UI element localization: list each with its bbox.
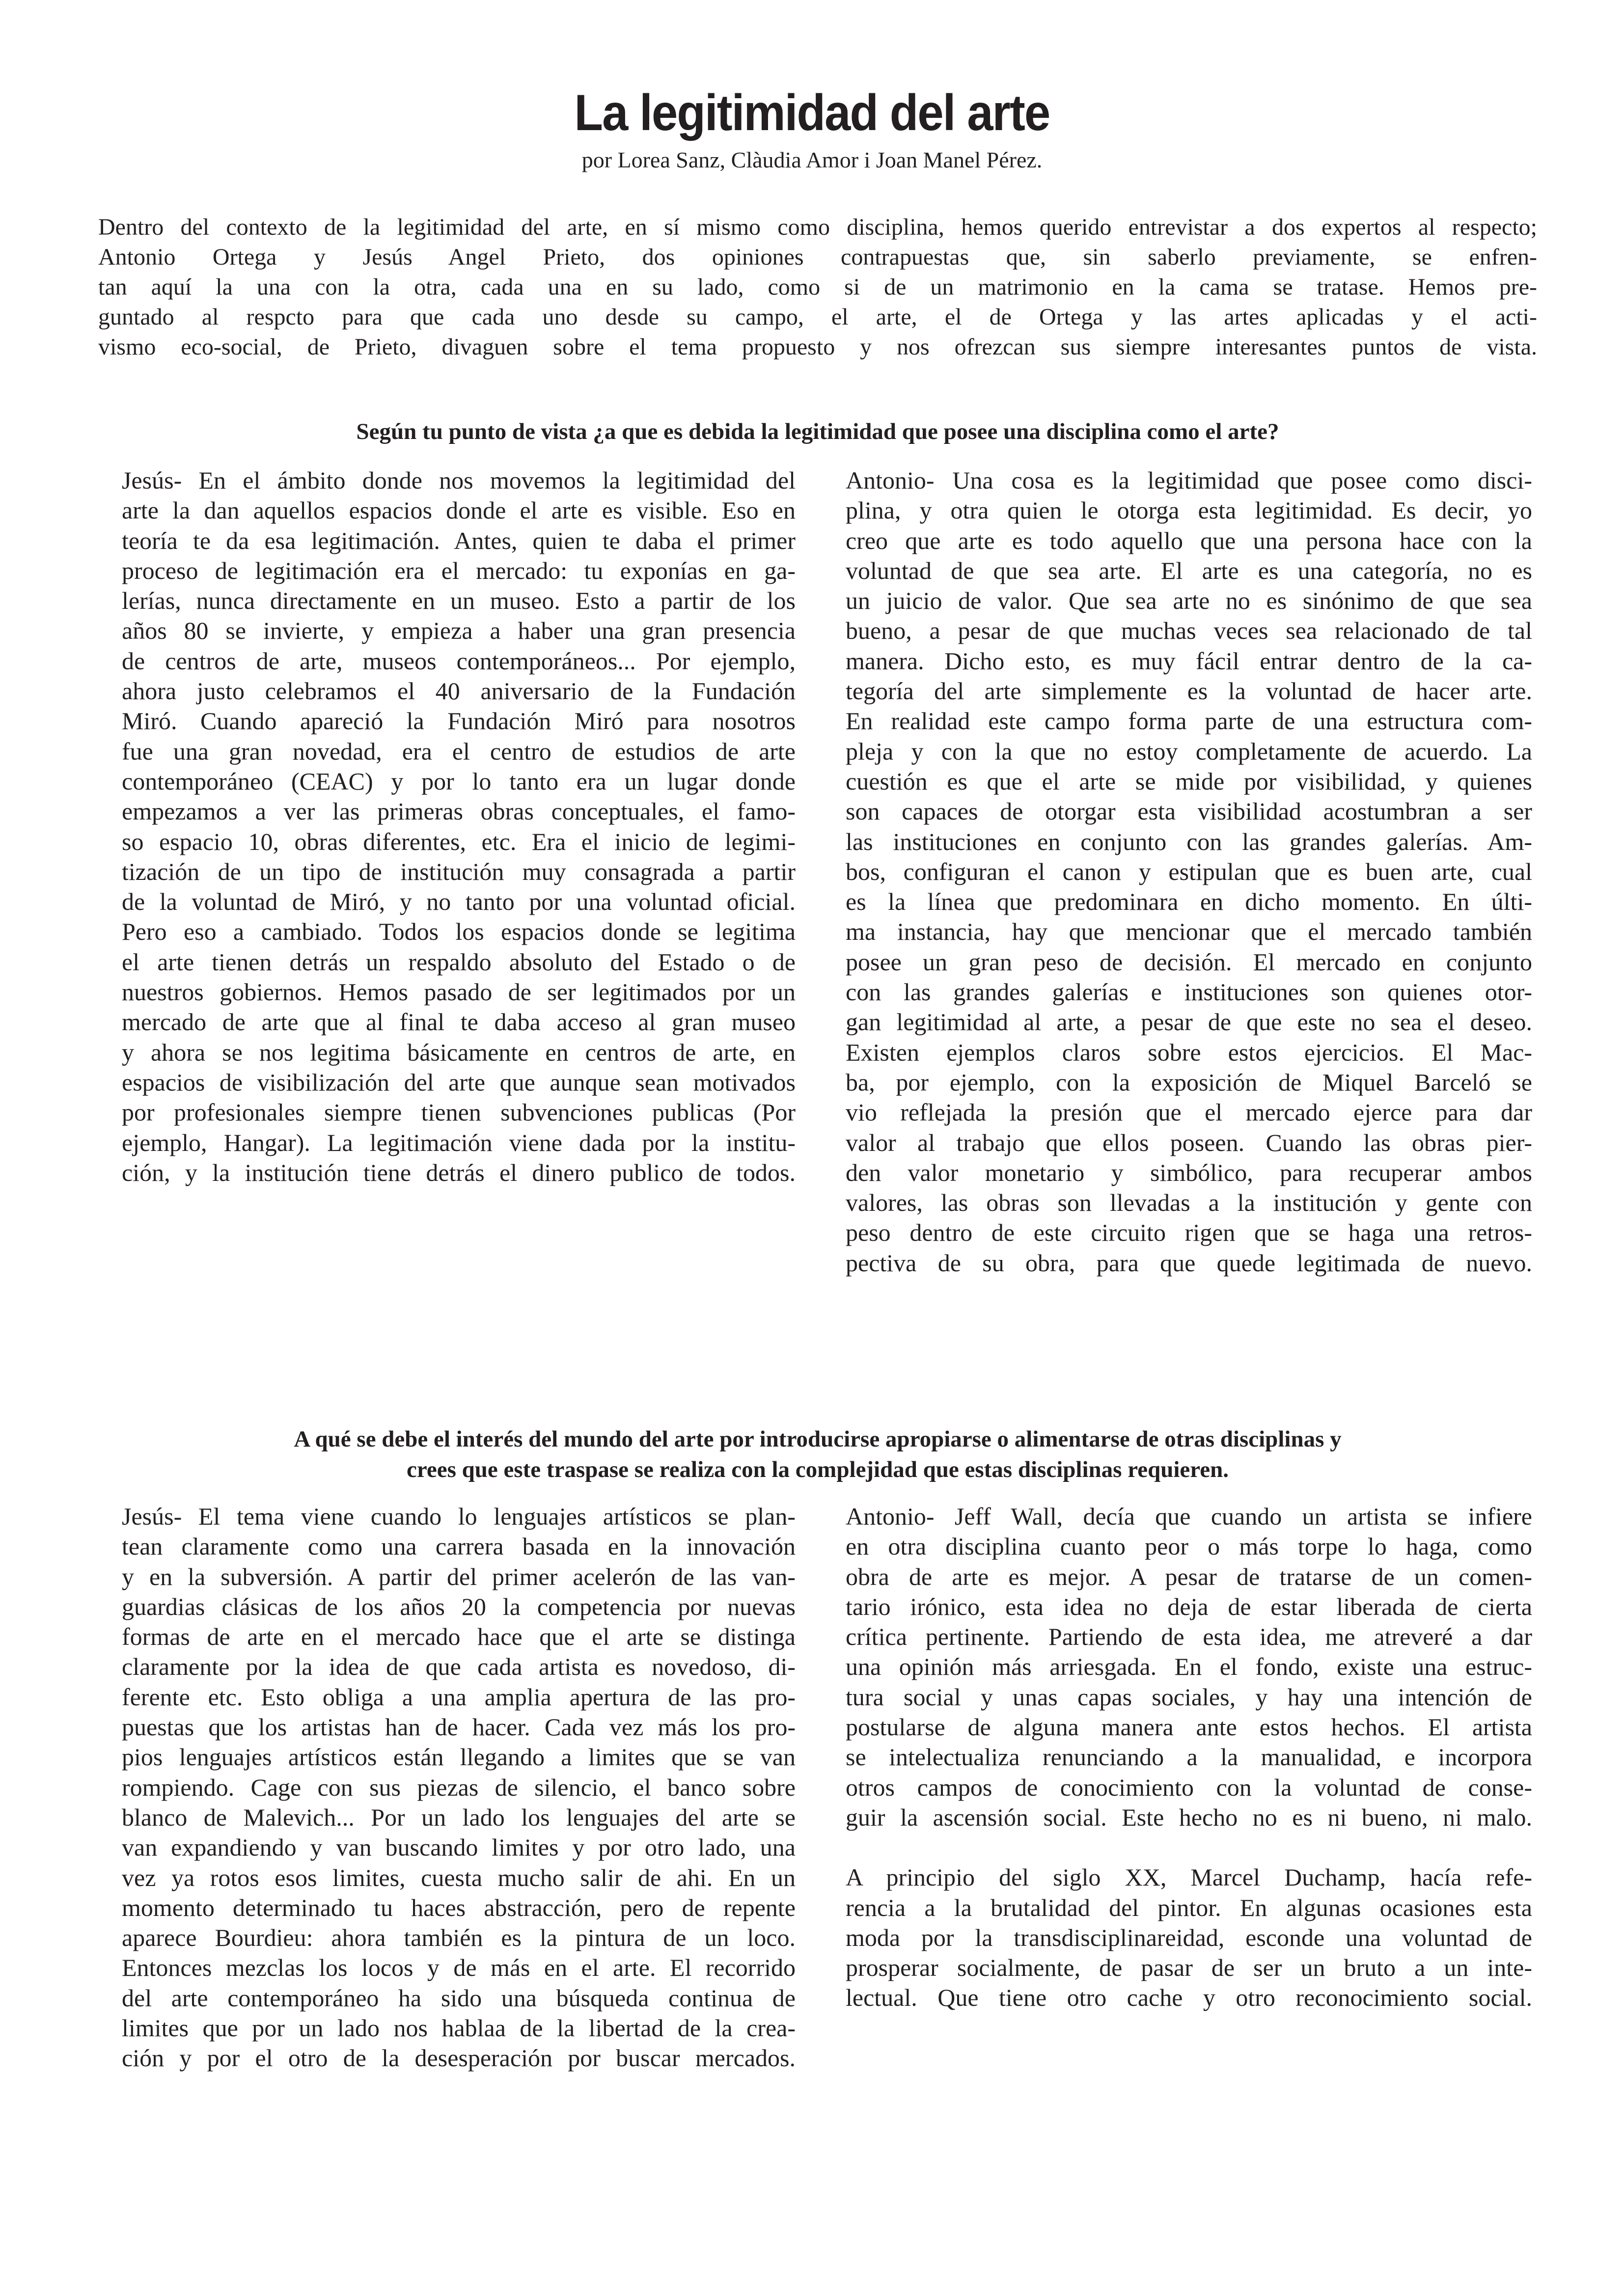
answer-line: gan legitimidad al arte, a pesar de que este no sea el deseo.	[846, 1008, 1532, 1036]
answer-line: posee un gran peso de decisión. El mercado en conjunto	[846, 948, 1532, 976]
answer-line: Pero eso a cambiado. Todos los espacios donde se legitima	[122, 918, 796, 946]
answer-line: empezamos a ver las primeras obras conceptuales, el famo-	[122, 797, 796, 825]
answer-line: vio reflejada la presión que el mercado ejerce para dar	[846, 1098, 1532, 1126]
answer-line: tegoría del arte simplemente es la voluntad de hacer arte.	[846, 677, 1532, 705]
answer-line: una opinión más arriesgada. En el fondo, existe una estruc-	[846, 1653, 1532, 1681]
answer-line: ción, y la institución tiene detrás el dinero publico de todos.	[122, 1158, 796, 1186]
answer-line: las instituciones en conjunto con las grandes galerías. Am-	[846, 827, 1532, 855]
answer-line: puestas que los artistas han de hacer. Cada vez más los pro-	[122, 1713, 796, 1741]
answer-line: limites que por un lado nos hablaa de la libertad de la crea-	[122, 2014, 796, 2042]
answer-line: Miró. Cuando apareció la Fundación Miró para nosotros	[122, 707, 796, 735]
answer-line: es la línea que predominara en dicho momento. En últi-	[846, 888, 1532, 916]
intro-line: tan aquí la una con la otra, cada una en su lado, como si de un matrimonio en la cama se tratase. Hemos pre-	[98, 274, 1537, 300]
answer-line: Antonio- Una cosa es la legitimidad que posee como disci-	[846, 466, 1532, 494]
answer-line: pios lenguajes artísticos están llegando a limites que se van	[122, 1743, 796, 1771]
answer-line: el arte tienen detrás un respaldo absoluto del Estado o de	[122, 948, 796, 976]
answer-line: pleja y con la que no estoy completamente de acuerdo. La	[846, 737, 1532, 765]
answer-paragraph	[846, 1502, 1532, 1832]
answer-line: arte la dan aquellos espacios donde el arte es visible. Eso en	[122, 496, 796, 524]
answer-line: en otra disciplina cuanto peor o más torpe lo haga, como	[846, 1532, 1532, 1560]
answer-line: ma instancia, hay que mencionar que el mercado también	[846, 918, 1532, 946]
answer-line: son capaces de otorgar esta visibilidad acostumbran a ser	[846, 797, 1532, 825]
answer-line: se intelectualiza renunciando a la manualidad, e incorpora	[846, 1743, 1532, 1771]
answer-jesus-1	[122, 465, 796, 1188]
answer-line: En realidad este campo forma parte de una estructura com-	[846, 707, 1532, 735]
answer-line: Antonio- Jeff Wall, decía que cuando un artista se infiere	[846, 1503, 1532, 1530]
answer-line: ba, por ejemplo, con la exposición de Miquel Barceló se	[846, 1068, 1532, 1096]
answer-line: voluntad de que sea arte. El arte es una categoría, no es	[846, 556, 1532, 584]
answer-line: van expandiendo y van buscando limites y por otro lado, una	[122, 1833, 796, 1861]
answer-line: y en la subversión. A partir del primer acelerón de las van-	[122, 1562, 796, 1590]
answer-line: Entonces mezclas los locos y de más en el arte. El recorrido	[122, 1954, 796, 1982]
answer-line: años 80 se invierte, y empieza a haber una gran presencia	[122, 617, 796, 645]
answer-line: tización de un tipo de institución muy consagrada a partir	[122, 857, 796, 885]
answer-line: fue una gran novedad, era el centro de estudios de arte	[122, 737, 796, 765]
answer-antonio-1	[846, 465, 1532, 1278]
intro-line: Antonio Ortega y Jesús Angel Prieto, dos opiniones contrapuestas que, sin saberlo previamente, se enfren-	[98, 244, 1537, 270]
answer-line: Jesús- En el ámbito donde nos movemos la legitimidad del	[122, 466, 796, 494]
answer-line: bos, configuran el canon y estipulan que es buen arte, cual	[846, 857, 1532, 885]
answer-paragraph	[122, 1502, 796, 2074]
answer-line: peso dentro de este circuito rigen que se haga una retros-	[846, 1219, 1532, 1247]
article-byline: por Lorea Sanz, Clàudia Amor i Joan Manel Pérez.	[581, 147, 1043, 172]
article-title: La legitimidad del arte	[574, 84, 1050, 141]
answer-line: de centros de arte, museos contemporáneos... Por ejemplo,	[122, 647, 796, 675]
answer-line: ferente etc. Esto obliga a una amplia apertura de las pro-	[122, 1683, 796, 1711]
answer-paragraph	[122, 465, 796, 1188]
answer-line: Existen ejemplos claros sobre estos ejercicios. El Mac-	[846, 1038, 1532, 1066]
answer-line: creo que arte es todo aquello que una persona hace con la	[846, 526, 1532, 554]
paragraph-spacer	[846, 1832, 1532, 1862]
answer-line: aparece Bourdieu: ahora también es la pintura de un loco.	[122, 1924, 796, 1952]
answer-line: postularse de alguna manera ante estos hechos. El artista	[846, 1713, 1532, 1741]
answer-line: lerías, nunca directamente en un museo. Esto a partir de los	[122, 587, 796, 615]
answer-line: y ahora se nos legitima básicamente en centros de arte, en	[122, 1038, 796, 1066]
intro-line: Dentro del contexto de la legitimidad del arte, en sí mismo como disciplina, hemos querido entrevistar a dos expertos al respecto;	[98, 214, 1537, 240]
answer-line: rencia a la brutalidad del pintor. En algunas ocasiones esta	[846, 1893, 1532, 1921]
answer-paragraph	[846, 1862, 1532, 2013]
answer-line: cuestión es que el arte se mide por visibilidad, y quienes	[846, 767, 1532, 795]
answer-line: ción y por el otro de la desesperación por buscar mercados.	[122, 2044, 796, 2072]
intro-line: vismo eco-social, de Prieto, divaguen sobre el tema propuesto y nos ofrezcan sus siempre interesantes puntos de vista.	[98, 334, 1537, 360]
answer-line: valores, las obras son llevadas a la institución y gente con	[846, 1189, 1532, 1217]
answer-line: teoría te da esa legitimación. Antes, quien te daba el primer	[122, 526, 796, 554]
answer-line: valor al trabajo que ellos poseen. Cuando las obras pier-	[846, 1128, 1532, 1156]
answer-line: vez ya rotos esos limites, cuesta mucho salir de ahi. En un	[122, 1863, 796, 1891]
question-line: A qué se debe el interés del mundo del arte por introducirse apropiarse o alimentarse de otras disciplinas y	[294, 1426, 1342, 1452]
answer-line: moda por la transdisciplinareidad, esconde una voluntad de	[846, 1923, 1532, 1951]
answer-line: rompiendo. Cage con sus piezas de silencio, el banco sobre	[122, 1773, 796, 1801]
answer-line: lectual. Que tiene otro cache y otro reconocimiento social.	[846, 1984, 1532, 2012]
answer-line: proceso de legitimación era el mercado: tu exponías en ga-	[122, 556, 796, 584]
answer-line: espacios de visibilización del arte que aunque sean motivados	[122, 1068, 796, 1096]
answer-line: crítica pertinente. Partiendo de esta idea, me atreveré a dar	[846, 1623, 1532, 1651]
question-line: crees que este traspase se realiza con la complejidad que estas disciplinas requieren.	[406, 1457, 1229, 1482]
answer-line: con las grandes galerías e instituciones son quienes otor-	[846, 978, 1532, 1006]
answer-line: claramente por la idea de que cada artista es novedoso, di-	[122, 1653, 796, 1681]
answer-line: contemporáneo (CEAC) y por lo tanto era un lugar donde	[122, 767, 796, 795]
answer-line: formas de arte en el mercado hace que el arte se distinga	[122, 1623, 796, 1651]
answer-line: prosperar socialmente, de pasar de ser un bruto a un inte-	[846, 1954, 1532, 1982]
answer-line: nuestros gobiernos. Hemos pasado de ser legitimados por un	[122, 978, 796, 1006]
answer-line: ahora justo celebramos el 40 aniversario de la Fundación	[122, 677, 796, 705]
answer-line: tura social y unas capas sociales, y hay una intención de	[846, 1683, 1532, 1711]
answer-line: guardias clásicas de los años 20 la competencia por nuevas	[122, 1592, 796, 1620]
answer-line: por profesionales siempre tienen subvenciones publicas (Por	[122, 1098, 796, 1126]
answer-line: guir la ascensión social. Este hecho no es ni bueno, ni malo.	[846, 1803, 1532, 1831]
question-2-heading	[98, 1424, 1537, 1485]
answer-antonio-2	[846, 1502, 1532, 2013]
answer-line: blanco de Malevich... Por un lado los lenguajes del arte se	[122, 1803, 796, 1831]
answer-line: so espacio 10, obras diferentes, etc. Era el inicio de legimi-	[122, 827, 796, 855]
answer-line: ejemplo, Hangar). La legitimación viene dada por la institu-	[122, 1128, 796, 1156]
answer-line: de la voluntad de Miró, y no tanto por una voluntad oficial.	[122, 888, 796, 916]
answer-line: tean claramente como una carrera basada en la innovación	[122, 1532, 796, 1560]
answer-line: momento determinado tu haces abstracción, pero de repente	[122, 1893, 796, 1921]
answer-line: Jesús- El tema viene cuando lo lenguajes artísticos se plan-	[122, 1503, 796, 1530]
answer-paragraph	[846, 465, 1532, 1278]
answer-line: A principio del siglo XX, Marcel Duchamp, hacía refe-	[846, 1863, 1532, 1891]
answer-jesus-2	[122, 1502, 796, 2074]
answer-line: del arte contemporáneo ha sido una búsqueda continua de	[122, 1984, 796, 2012]
answer-line: den valor monetario y simbólico, para recuperar ambos	[846, 1158, 1532, 1186]
answer-line: pectiva de su obra, para que quede legitimada de nuevo.	[846, 1249, 1532, 1277]
answer-line: un juicio de valor. Que sea arte no es sinónimo de que sea	[846, 587, 1532, 615]
article-intro	[98, 212, 1537, 362]
answer-line: plina, y otra quien le otorga esta legitimidad. Es decir, yo	[846, 496, 1532, 524]
answer-line: otros campos de conocimiento con la voluntad de conse-	[846, 1773, 1532, 1801]
answer-line: manera. Dicho esto, es muy fácil entrar dentro de la ca-	[846, 647, 1532, 675]
answer-line: tario irónico, esta idea no deja de estar liberada de cierta	[846, 1592, 1532, 1620]
answer-line: obra de arte es mejor. A pesar de tratarse de un comen-	[846, 1562, 1532, 1590]
answer-line: bueno, a pesar de que muchas veces sea relacionado de tal	[846, 617, 1532, 645]
intro-line: guntado al respcto para que cada uno desde su campo, el arte, el de Ortega y las artes aplicadas y el acti-	[98, 304, 1537, 330]
answer-line: mercado de arte que al final te daba acceso al gran museo	[122, 1008, 796, 1036]
question-1-heading: Según tu punto de vista ¿a que es debida la legitimidad que posee una disciplina como el arte?	[356, 419, 1279, 444]
